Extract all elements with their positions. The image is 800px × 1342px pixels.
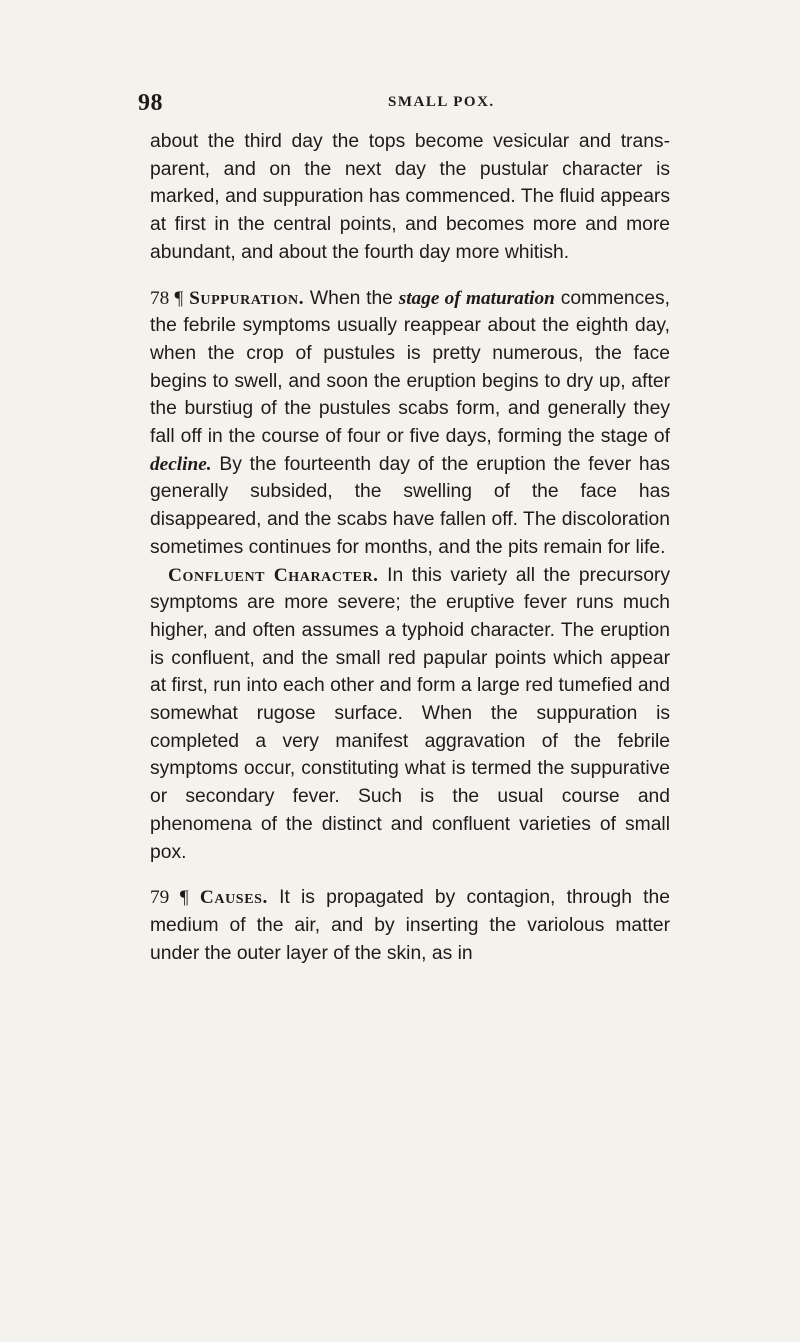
section-number-78: 78 ¶ xyxy=(150,287,184,309)
suppuration-text-b: commences, the febrile symptoms usually reappear about the eighth day, when the crop of pustules is pretty numerous, the face begins to swell, and soon the eruption begins to dry up, after the burstiug of the pustules scabs form, and generally they fall off in the course of four or five days, forming the stage of xyxy=(150,287,670,448)
paragraph-maturation-continued: about the third day the tops become vesicular and transparent, and on the next day the pustular character is marked, and suppuration has commenced. The fluid appears at first in the central points, and becomes more and more abundant, and about the fourth day more whitish. xyxy=(150,131,670,263)
paragraph-suppuration xyxy=(150,285,670,562)
paragraph-causes xyxy=(150,884,670,967)
section-heading-confluent-character: Confluent Character. xyxy=(168,564,379,586)
paragraph-gap xyxy=(150,866,670,884)
page-number: 98 xyxy=(138,90,163,116)
running-head: SMALL POX. xyxy=(388,94,495,110)
paragraph-confluent-character xyxy=(150,562,670,867)
paragraph-gap xyxy=(150,267,670,285)
section-heading-causes: Causes. xyxy=(199,887,268,909)
page-header xyxy=(0,90,800,120)
confluent-character-text: In this variety all the precursory symptoms are more severe; the eruptive fever runs much higher, and often assumes a typhoid character. The eruption is confluent, and the small red papular points which appear at first, run into each other and form a large red tumefied and somewhat rugose surface. When the suppuration is completed a very manifest aggravation of the febrile symptoms occur, constituting what is termed the suppurative or secondary fever. Such is the usual course and phenomena of the distinct and confluent varieties of small pox. xyxy=(150,564,670,863)
emphasis-stage-of-maturation: stage of maturation xyxy=(398,287,555,309)
causes-text: It is propagated by contagion, through the medium of the air, and by inserting the variolous matter under the outer layer of the skin, as in xyxy=(150,887,670,964)
suppuration-text-a: When the xyxy=(304,287,399,309)
section-heading-suppuration: Suppuration. xyxy=(189,287,305,309)
section-number-79: 79 ¶ xyxy=(150,887,189,909)
suppuration-text-c: By the fourteenth day of the eruption the fever has generally subsided, the swelling of the face has disappeared, and the scabs have fallen off. The discoloration sometimes continues for months, and the pits remain for life. xyxy=(150,453,670,558)
page-body xyxy=(150,128,670,967)
emphasis-decline: decline. xyxy=(150,453,212,475)
